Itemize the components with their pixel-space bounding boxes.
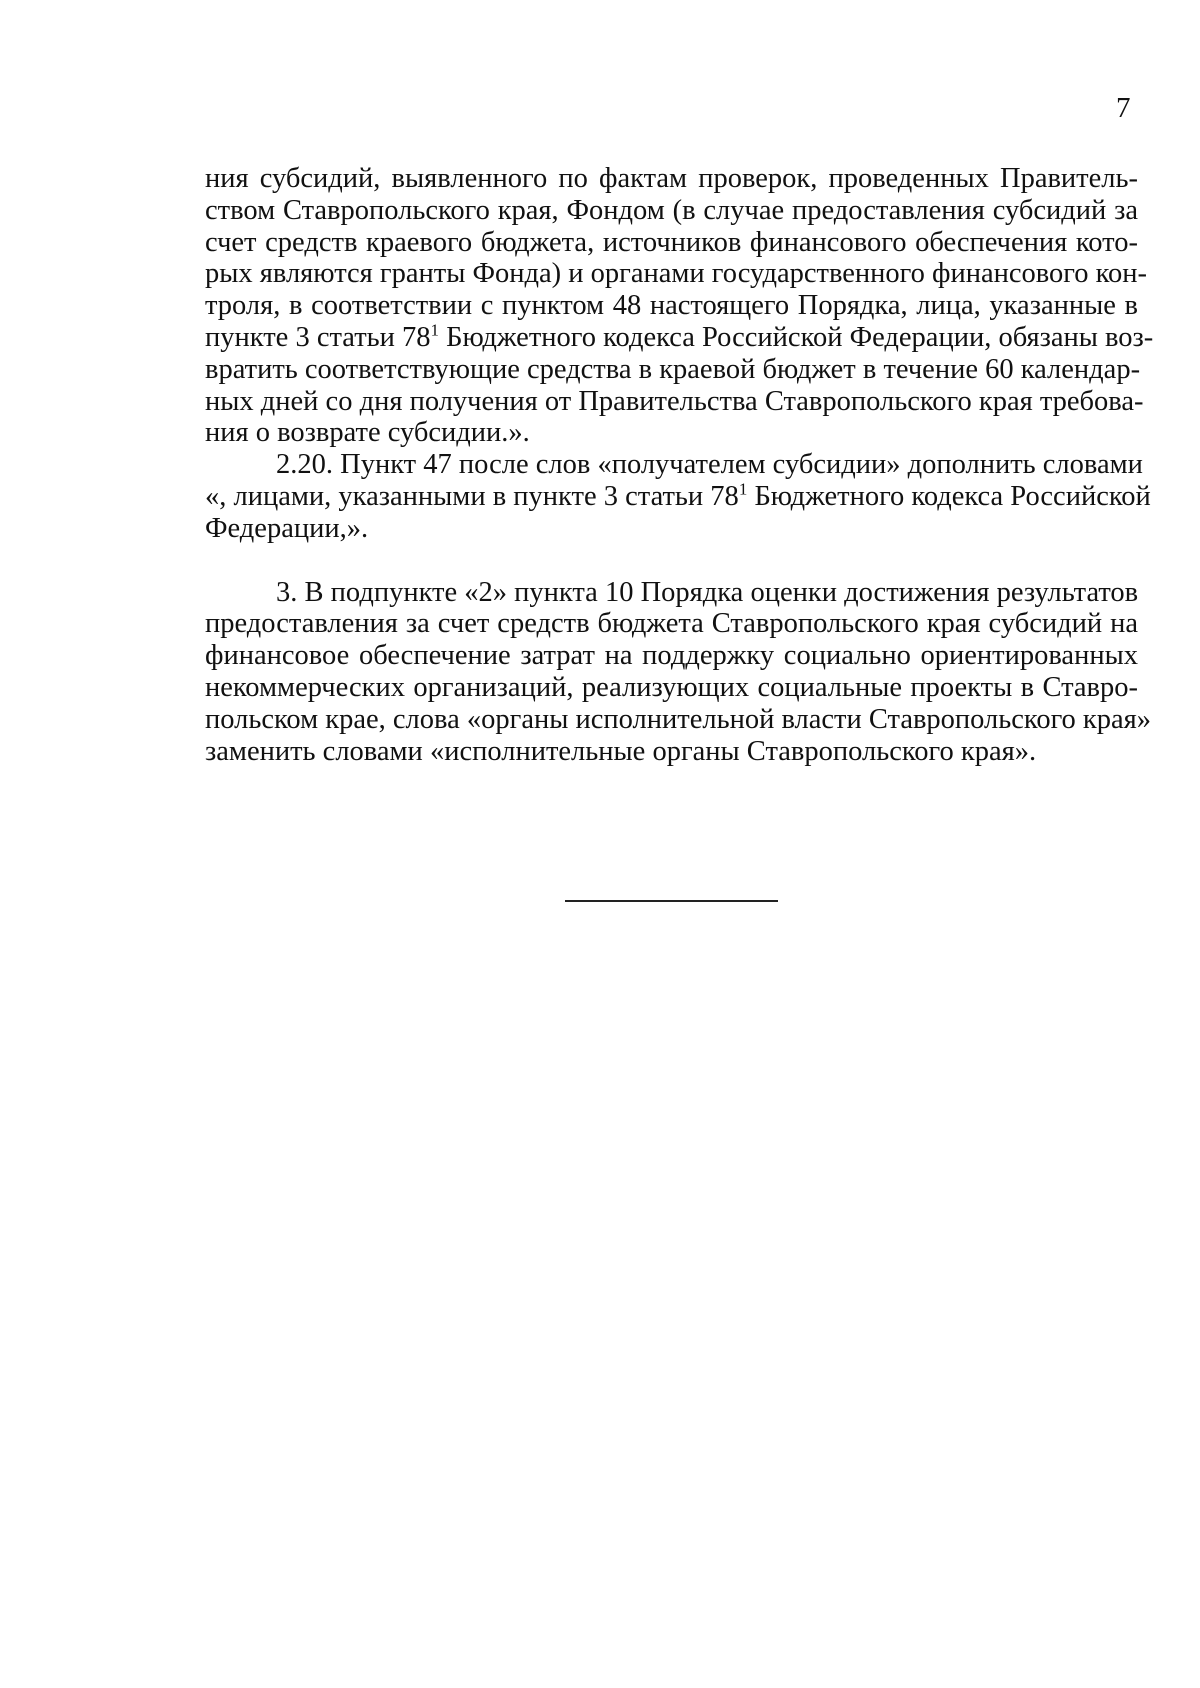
text-line: ством Ставропольского края, Фондом (в случае предоставления субсидий за — [205, 194, 1138, 226]
text-line: польском крае, слова «органы исполнительной власти Ставропольского края» — [205, 703, 1152, 735]
text-line: рых являются гранты Фонда) и органами государственного финансового кон- — [205, 258, 1148, 290]
paragraph-3 — [205, 576, 1152, 768]
paragraph-continuation — [205, 163, 1154, 449]
text-segment: пункте 3 статьи 78 — [205, 321, 431, 353]
text-line: некоммерческих организаций, реализующих социальные проекты в Ставро- — [205, 671, 1138, 703]
text-line: вратить соответствующие средства в краевой бюджет в течение 60 календар- — [205, 353, 1141, 385]
text-line: 2.20. Пункт 47 после слов «получателем субсидии» дополнить словами — [276, 449, 1143, 481]
page-number: 7 — [1116, 92, 1131, 124]
end-divider-line — [565, 900, 778, 902]
document-body — [205, 163, 1154, 767]
text-line: финансовое обеспечение затрат на поддержку социально ориентированных — [205, 640, 1138, 672]
superscript: 1 — [738, 479, 748, 499]
text-line: Федерации,». — [205, 512, 369, 544]
paragraph-2-20 — [205, 449, 1151, 544]
text-line: предоставления за счет средств бюджета Ставропольского края субсидий на — [205, 608, 1138, 640]
text-segment: Бюджетного кодекса Российской — [747, 480, 1151, 512]
text-line: счет средств краевого бюджета, источников финансового обеспечения кото- — [205, 226, 1138, 258]
text-segment: «, лицами, указанными в пункте 3 статьи 78 — [205, 480, 739, 512]
text-line: 3. В подпункте «2» пункта 10 Порядка оценки достижения результатов — [276, 576, 1139, 608]
text-line-with-superscript — [205, 320, 1154, 354]
superscript: 1 — [430, 320, 440, 340]
text-line: троля, в соответствии с пунктом 48 настоящего Порядка, лица, указанные в — [205, 290, 1138, 322]
text-line-with-superscript — [205, 479, 1151, 513]
text-line: заменить словами «исполнительные органы Ставропольского края». — [205, 735, 1037, 767]
paragraph-gap — [205, 545, 1138, 577]
text-line: ных дней со дня получения от Правительства Ставропольского края требова- — [205, 385, 1144, 417]
text-line: ния субсидий, выявленного по фактам проверок, проведенных Правитель- — [205, 163, 1138, 194]
text-line: ния о возврате субсидии.». — [205, 417, 530, 449]
text-segment: Бюджетного кодекса Российской Федерации, обязаны воз- — [439, 321, 1154, 353]
